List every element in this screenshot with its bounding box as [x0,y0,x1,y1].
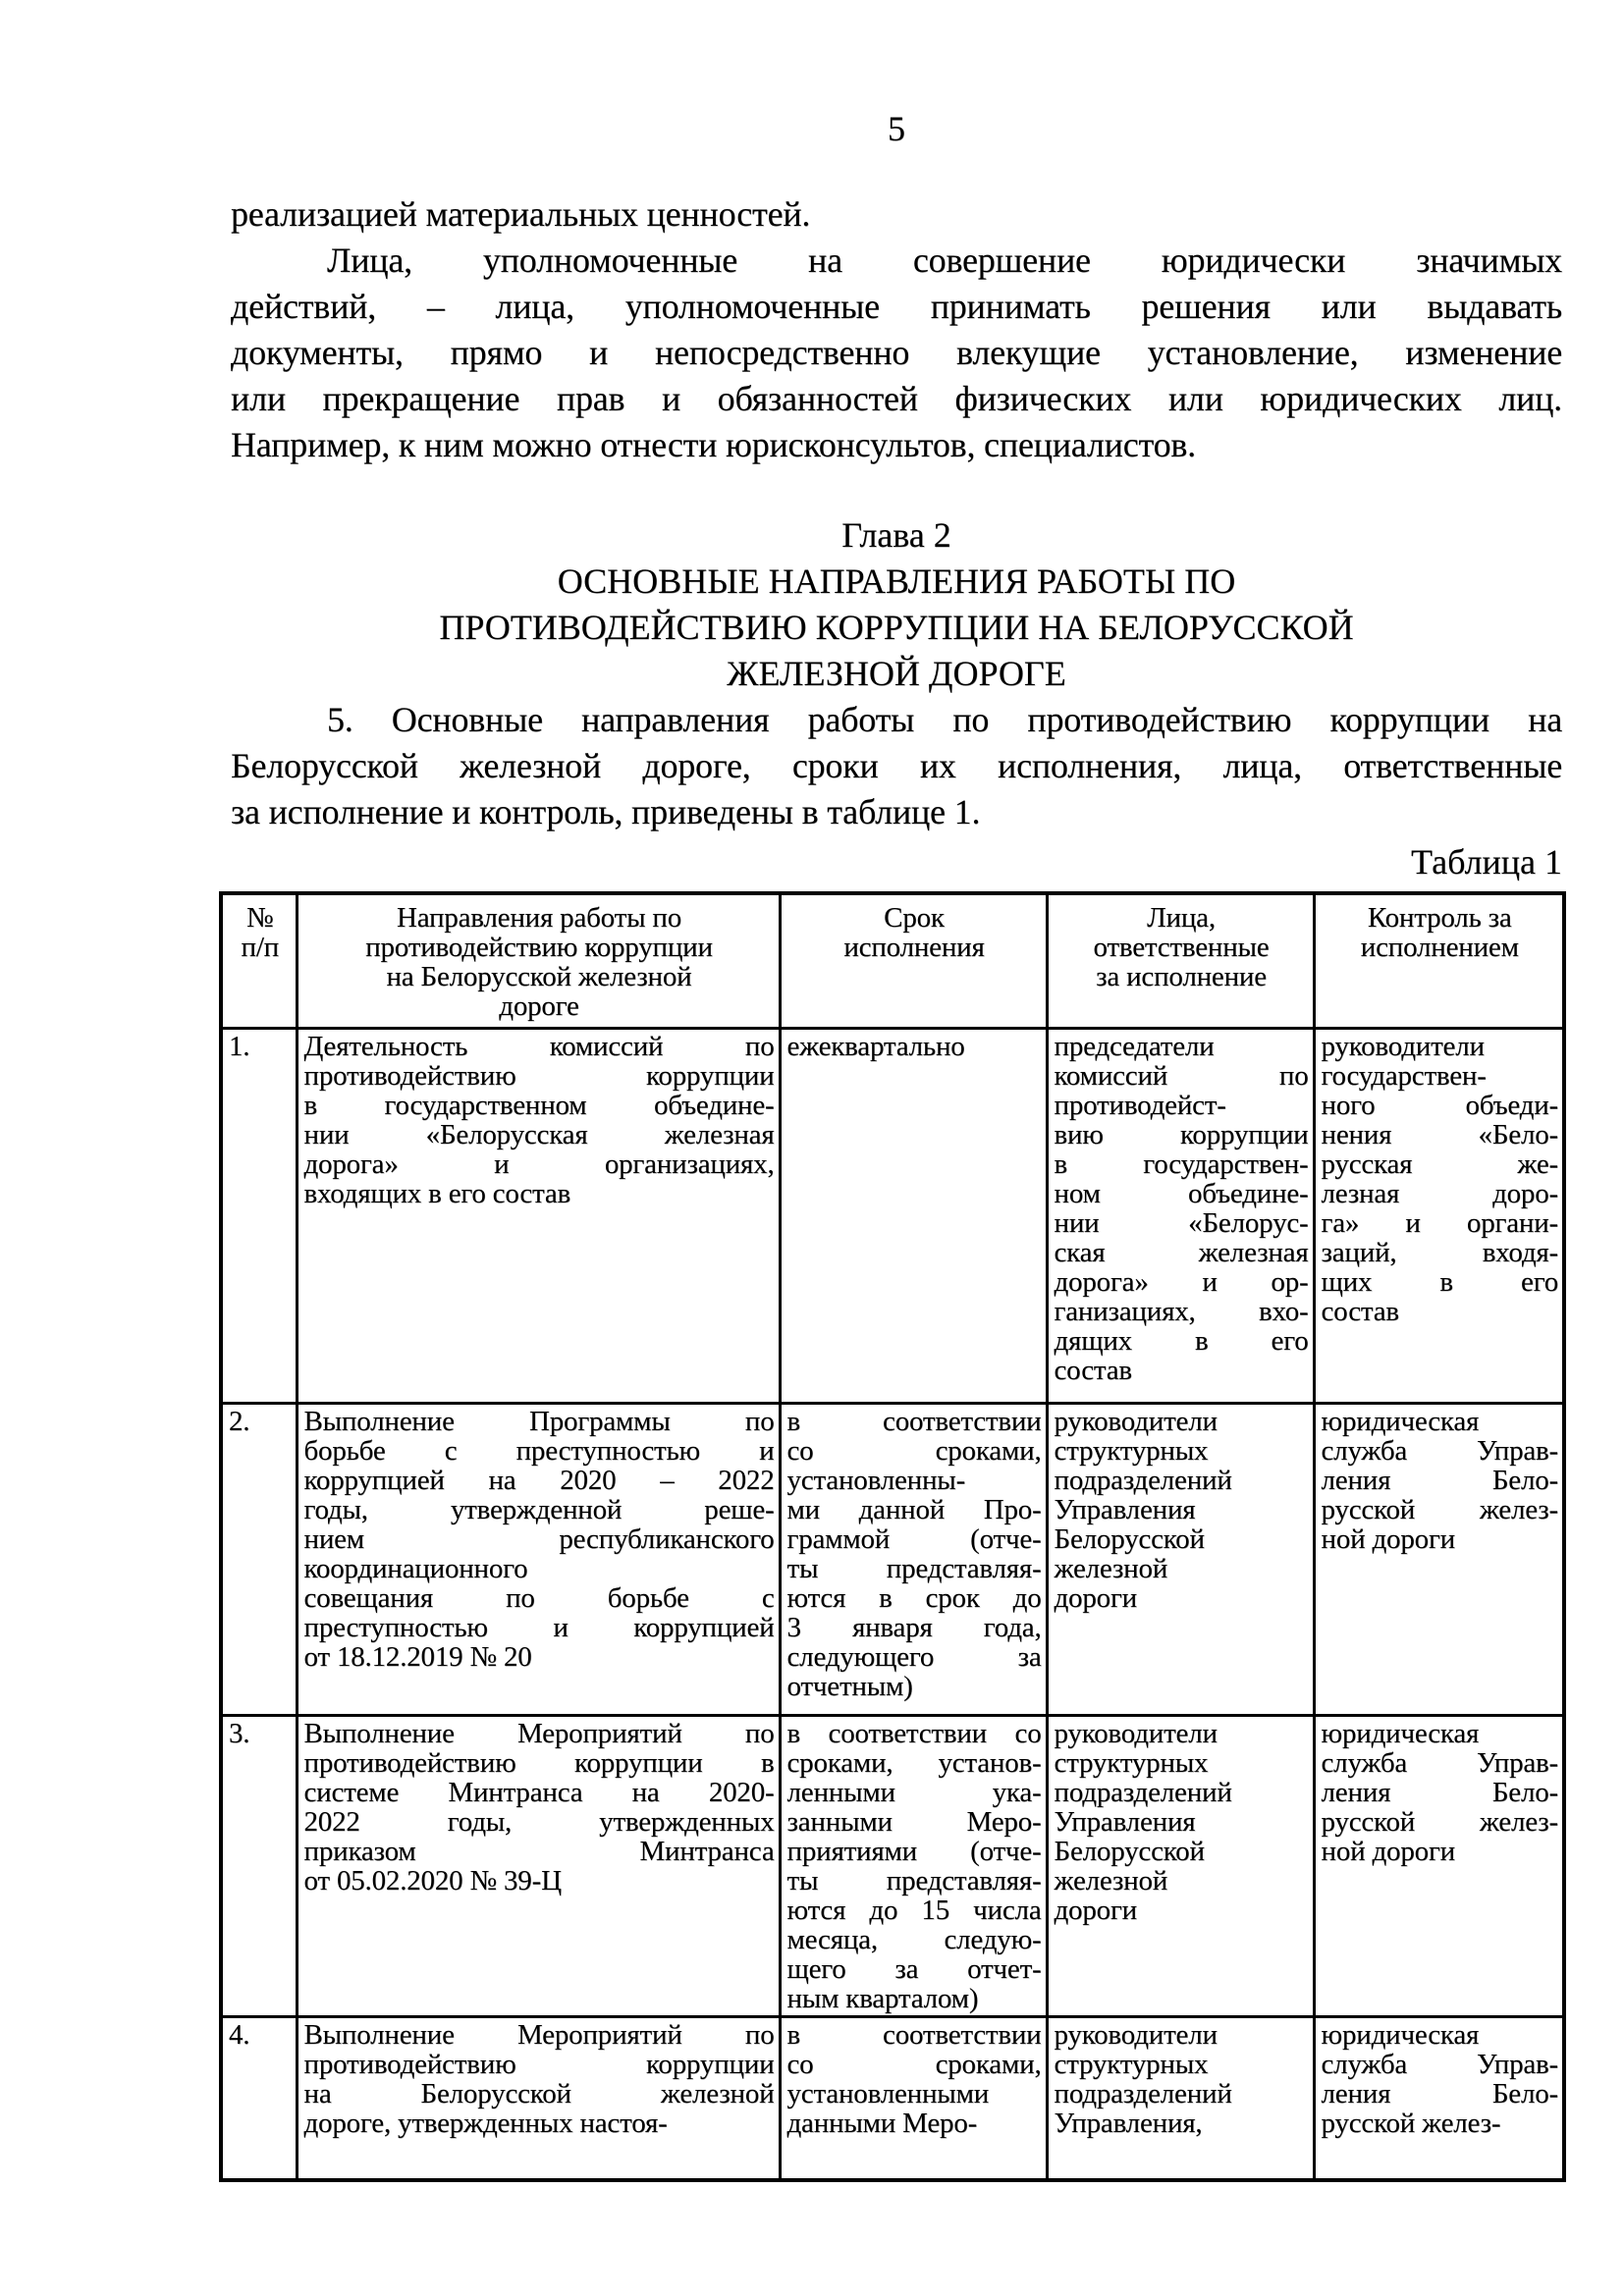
page-content [231,106,1562,2182]
row-number-cell: 4. [221,2016,297,2180]
header-cell-control: Контроль за исполнением [1314,893,1564,1028]
control-cell: руководители государствен- ного объеди- нения «Бело- русская же- лезная доро- га» и органи- заций, входя- щих в его состав [1314,1028,1564,1403]
term-cell: в соответствии со сроками, установ- ленными ука- занными Меро- приятиями (отче- ты представляя- ются до 15 числа месяца, следую- щего за отчет- ным кварталом) [780,1715,1047,2016]
table-caption: Таблица 1 [1411,842,1562,881]
row-number-cell: 3. [221,1715,297,2016]
table-row [221,1028,1564,1403]
body-text-block [231,191,1562,468]
paragraph-continuation: реализацией материальных ценностей. [231,194,811,234]
direction-cell: Выполнение Мероприятий по противодействию коррупции в системе Минтранса на 2020- 2022 годы, утвержденных приказом Минтранса от 05.02.2020 № 39-Ц [297,1715,780,2016]
page-number: 5 [888,109,905,148]
chapter-title: ОСНОВНЫЕ НАПРАВЛЕНИЯ РАБОТЫ ПО ПРОТИВОДЕЙСТВИЮ КОРРУПЦИИ НА БЕЛОРУССКОЙ ЖЕЛЕЗНОЙ ДОРОГЕ [439,561,1354,693]
chapter-label: Глава 2 [841,515,951,555]
control-cell: юридическая служба Управ- ления Бело- русской желез- ной дороги [1314,1403,1564,1715]
chapter-heading [231,512,1562,697]
row-number-cell: 1. [221,1028,297,1403]
anti-corruption-directions-table [219,891,1566,2182]
persons-cell: председатели комиссий по противодейст- вию коррупции в государствен- ном объедине- нии «Белорус- ская железная дорога» и ор- ганизациях, вхо- дящих в его состав [1047,1028,1314,1403]
table-row [221,1715,1564,2016]
term-cell: в соответствии со сроками, установленны- ми данной Про- граммой (отче- ты представляя- ются в срок до 3 января года, следующего за отчетным) [780,1403,1047,1715]
table-row [221,1403,1564,1715]
header-cell-directions: Направления работы по противодействию коррупции на Белорусской железной дороге [297,893,780,1028]
table-header-row [221,893,1564,1028]
table-row-clipped [221,2016,1564,2180]
control-cell: юридическая служба Управ- ления Бело- русской желез- [1314,2016,1564,2180]
header-cell-term: Срок исполнения [780,893,1047,1028]
term-cell: ежеквартально [780,1028,1047,1403]
paragraph-authorized-persons: Лица, уполномоченные на совершение юридически значимых действий, – лица, уполномоченные принимать решения или выдавать документы, прямо и непосредственно влекущие установление, изменение или прекращение прав и обязанностей физических или юридических лиц. Например, к ним можно отнести юрисконсультов, специалистов. [231,240,1562,464]
direction-cell: Выполнение Программы по борьбе с преступностью и коррупцией на 2020 – 2022 годы, утвержденной реше- нием республиканского координационного совещания по борьбе с преступностью и коррупцией от 18.12.2019 № 20 [297,1403,780,1715]
persons-cell: руководители структурных подразделений Управления Белорусской железной дороги [1047,1403,1314,1715]
direction-cell: Выполнение Мероприятий по противодействию коррупции на Белорусской железной дороге, утвержденных настоя- [297,2016,780,2180]
row-number-cell: 2. [221,1403,297,1715]
term-cell: в соответствии со сроками, установленными данными Меро- [780,2016,1047,2180]
section-5-paragraph: 5. Основные направления работы по противодействию коррупции на Белорусской железной дороге, сроки их исполнения, лица, ответственные за исполнение и контроль, приведены в таблице 1. [231,700,1562,831]
header-cell-persons: Лица, ответственные за исполнение [1047,893,1314,1028]
header-cell-number: № п/п [221,893,297,1028]
control-cell: юридическая служба Управ- ления Бело- русской желез- ной дороги [1314,1715,1564,2016]
persons-cell: руководители структурных подразделений Управления, [1047,2016,1314,2180]
direction-cell: Деятельность комиссий по противодействию коррупции в государственном объедине- нии «Белорусская железная дорога» и организациях, входящих в его состав [297,1028,780,1403]
persons-cell: руководители структурных подразделений Управления Белорусской железной дороги [1047,1715,1314,2016]
